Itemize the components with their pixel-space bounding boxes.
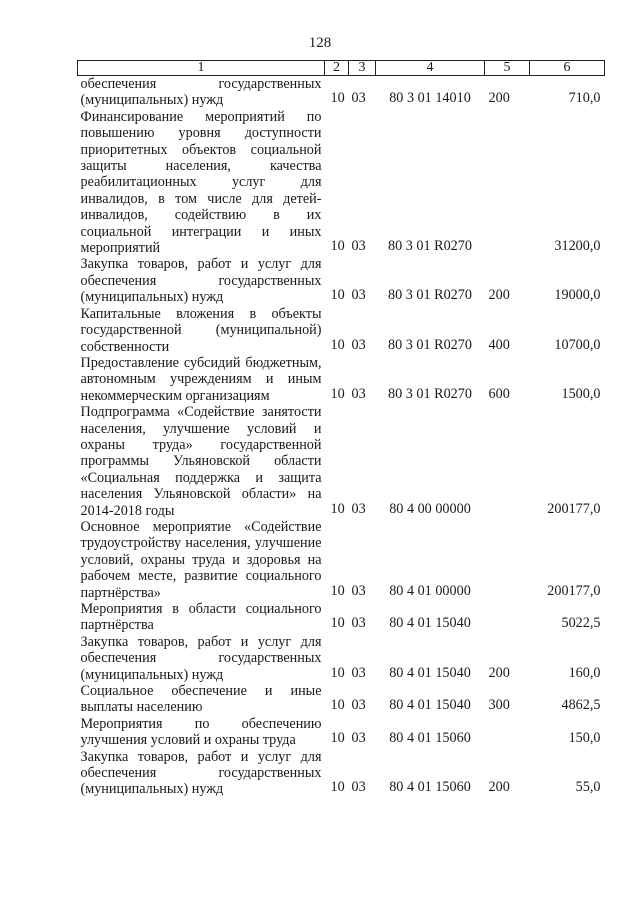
row-amount: 5022,5	[561, 615, 601, 632]
row-section: 10	[330, 238, 345, 255]
row-subsection: 03	[351, 90, 366, 107]
row-amount: 160,0	[568, 664, 601, 681]
row-amount: 10700,0	[554, 336, 601, 353]
row-subsection: 03	[351, 336, 366, 353]
row-subsection: 03	[351, 615, 366, 632]
row-amount: 19000,0	[554, 287, 601, 304]
row-expense-type: 300	[488, 697, 510, 714]
header-col-4: 4	[376, 61, 485, 76]
row-subsection: 03	[351, 730, 366, 747]
page-number: 128	[308, 35, 332, 51]
row-section: 10	[330, 500, 345, 517]
row-section: 10	[330, 779, 345, 796]
row-expense-type	[485, 109, 530, 257]
row-target-code: 80 4 01 15060	[389, 730, 471, 747]
row-subsection: 03	[351, 385, 366, 402]
row-section: 10	[330, 615, 345, 632]
row-target-code: 80 3 01 14010	[389, 90, 471, 107]
budget-table	[77, 60, 605, 798]
row-name: Закупка товаров, работ и услуг для обеспечения государственных (муниципальных) нужд	[80, 748, 322, 798]
row-name: Капитальные вложения в объекты государственной (муниципальной) собственности	[80, 305, 322, 355]
row-target-code: 80 4 01 15040	[389, 664, 471, 681]
row-section: 10	[330, 287, 345, 304]
row-target-code: 80 4 01 00000	[389, 582, 471, 599]
table-row	[78, 256, 605, 305]
row-subsection: 03	[351, 500, 366, 517]
row-target-code: 80 3 01 R0270	[388, 238, 472, 255]
table-row	[78, 109, 605, 257]
row-name: обеспечения государственных (муниципальных) нужд	[80, 76, 322, 109]
table-row	[78, 601, 605, 634]
row-section: 10	[330, 336, 345, 353]
row-subsection: 03	[351, 287, 366, 304]
table-row	[78, 716, 605, 749]
table-row	[78, 355, 605, 404]
row-section: 10	[330, 730, 345, 747]
row-section: 10	[330, 697, 345, 714]
row-expense-type: 400	[488, 336, 510, 353]
table-header	[78, 61, 605, 76]
row-expense-type	[485, 716, 530, 749]
row-target-code: 80 3 01 R0270	[388, 385, 472, 402]
row-expense-type	[485, 601, 530, 634]
row-name: Мероприятия в области социального партнёрства	[80, 601, 322, 634]
row-amount: 31200,0	[554, 238, 601, 255]
header-col-5: 5	[485, 61, 530, 76]
row-section: 10	[330, 664, 345, 681]
row-amount: 1500,0	[561, 385, 601, 402]
row-amount: 200177,0	[547, 582, 601, 599]
row-amount: 150,0	[568, 730, 601, 747]
row-name: Основное мероприятие «Содействие трудоустройству населения, улучшение условий, охраны труда и здоровья на рабочем месте, развитие социального партнёрства»	[80, 518, 322, 601]
header-row	[78, 61, 605, 76]
row-expense-type: 200	[488, 779, 510, 796]
row-subsection: 03	[351, 238, 366, 255]
row-name: Социальное обеспечение и иные выплаты населению	[80, 683, 322, 716]
table-row	[78, 519, 605, 601]
header-col-6: 6	[530, 61, 605, 76]
row-expense-type: 200	[488, 90, 510, 107]
row-expense-type	[485, 519, 530, 601]
row-target-code: 80 4 01 15060	[389, 779, 471, 796]
row-amount: 710,0	[568, 90, 601, 107]
row-subsection: 03	[351, 582, 366, 599]
row-section: 10	[330, 582, 345, 599]
table-row	[78, 404, 605, 519]
header-col-3: 3	[349, 61, 376, 76]
row-target-code: 80 4 01 15040	[389, 697, 471, 714]
header-col-1: 1	[78, 61, 325, 76]
row-target-code: 80 3 01 R0270	[388, 287, 472, 304]
row-amount: 200177,0	[547, 500, 601, 517]
row-expense-type: 200	[488, 287, 510, 304]
row-subsection: 03	[351, 779, 366, 796]
row-name: Предоставление субсидий бюджетным, автономным учреждениям и иным некоммерческим организациям	[80, 354, 322, 404]
row-target-code: 80 4 01 15040	[389, 615, 471, 632]
table-row	[78, 306, 605, 355]
row-expense-type: 600	[488, 385, 510, 402]
row-section: 10	[330, 385, 345, 402]
row-name: Мероприятия по обеспечению улучшения условий и охраны труда	[80, 715, 322, 749]
row-amount: 55,0	[575, 779, 601, 796]
row-target-code: 80 3 01 R0270	[388, 336, 472, 353]
row-expense-type: 200	[488, 664, 510, 681]
table-row	[78, 683, 605, 716]
row-subsection: 03	[351, 664, 366, 681]
row-target-code: 80 4 00 00000	[389, 500, 471, 517]
row-name: Закупка товаров, работ и услуг для обеспечения государственных (муниципальных) нужд	[80, 256, 322, 306]
table-row	[78, 749, 605, 798]
row-section: 10	[330, 90, 345, 107]
table-body	[78, 76, 605, 798]
row-name: Финансирование мероприятий по повышению уровня доступности приоритетных объектов социальной защиты населения, качества реабилитационных услуг для инвалидов, в том числе для детей-инвалидов, содействию в их социальной интеграции и иных мероприятий	[80, 108, 322, 257]
table-row	[78, 76, 605, 109]
row-expense-type	[485, 404, 530, 519]
table-row	[78, 634, 605, 683]
row-subsection: 03	[351, 697, 366, 714]
header-col-2: 2	[325, 61, 349, 76]
row-name: Закупка товаров, работ и услуг для обеспечения государственных (муниципальных) нужд	[80, 633, 322, 683]
row-amount: 4862,5	[561, 697, 601, 714]
row-name: Подпрограмма «Содействие занятости населения, улучшение условий и охраны труда» государственной программы Ульяновской области «Социальная поддержка и защита населения Ульяновской области» на 2014-2018 годы	[80, 404, 322, 519]
